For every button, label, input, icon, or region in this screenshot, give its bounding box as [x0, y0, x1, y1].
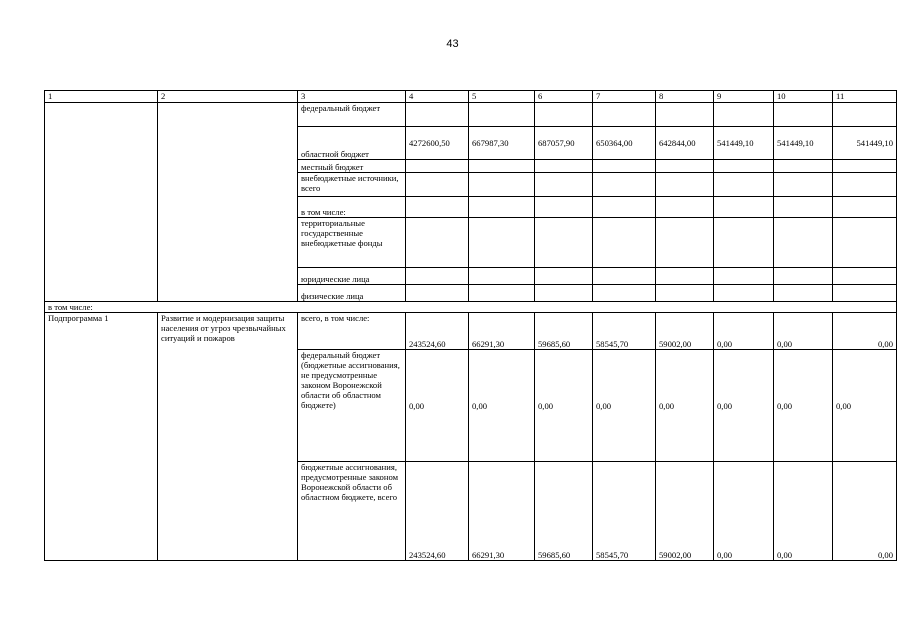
value-cell: 650364,00 [593, 127, 656, 160]
value-cell: 0,00 [535, 350, 593, 462]
header-cell: 8 [656, 91, 714, 103]
budget-table [44, 90, 897, 561]
value-cell: 0,00 [833, 313, 897, 350]
value-cell: 0,00 [406, 350, 469, 462]
section-row [45, 302, 897, 313]
value-cell: 0,00 [774, 313, 833, 350]
value-cell: 0,00 [714, 462, 774, 561]
row-federal [45, 103, 897, 127]
row-label: областной бюджет [298, 127, 406, 160]
row-label: территориальные государственные внебюджетные фонды [298, 218, 406, 268]
value-cell: 0,00 [593, 350, 656, 462]
value-cell: 66291,30 [469, 462, 535, 561]
header-cell: 2 [158, 91, 298, 103]
row-label: в том числе: [298, 197, 406, 218]
value-cell: 243524,60 [406, 462, 469, 561]
value-cell: 0,00 [656, 350, 714, 462]
value-cell: 0,00 [714, 313, 774, 350]
row-label: бюджетные ассигнования, предусмотренные законом Воронежской области об областном бюджете, всего [298, 462, 406, 561]
header-cell: 7 [593, 91, 656, 103]
subprogram-title: Развитие и модернизация защиты населения от угроз чрезвычайных ситуаций и пожаров [158, 313, 298, 561]
value-cell: 58545,70 [593, 313, 656, 350]
value-cell: 0,00 [714, 350, 774, 462]
header-cell: 1 [45, 91, 158, 103]
row-label: федеральный бюджет (бюджетные ассигнования, не предусмотренные законом Воронежской области об областном бюджете) [298, 350, 406, 462]
header-cell: 5 [469, 91, 535, 103]
row-label: федеральный бюджет [298, 103, 406, 127]
value-cell: 541449,10 [774, 127, 833, 160]
empty-cell [45, 103, 158, 302]
value-cell: 541449,10 [833, 127, 897, 160]
row-label: всего, в том числе: [298, 313, 406, 350]
row-label: внебюджетные источники, всего [298, 173, 406, 197]
value-cell: 642844,00 [656, 127, 714, 160]
header-row [45, 91, 897, 103]
value-cell: 687057,90 [535, 127, 593, 160]
subprogram-name: Подпрограмма 1 [45, 313, 158, 561]
row-label: юридические лица [298, 268, 406, 285]
value-cell: 0,00 [833, 350, 897, 462]
value-cell: 0,00 [833, 462, 897, 561]
value-cell: 59002,00 [656, 462, 714, 561]
empty-cell [158, 103, 298, 302]
row-label: местный бюджет [298, 160, 406, 173]
value-cell: 4272600,50 [406, 127, 469, 160]
value-cell: 0,00 [469, 350, 535, 462]
value-cell: 541449,10 [714, 127, 774, 160]
section-label: в том числе: [45, 302, 897, 313]
header-cell: 9 [714, 91, 774, 103]
value-cell: 0,00 [774, 462, 833, 561]
value-cell: 59685,60 [535, 462, 593, 561]
value-cell: 59002,00 [656, 313, 714, 350]
value-cell: 667987,30 [469, 127, 535, 160]
value-cell: 59685,60 [535, 313, 593, 350]
subprogram-total-row [45, 313, 897, 350]
header-cell: 4 [406, 91, 469, 103]
value-cell: 58545,70 [593, 462, 656, 561]
value-cell: 0,00 [774, 350, 833, 462]
header-cell: 3 [298, 91, 406, 103]
header-cell: 6 [535, 91, 593, 103]
value-cell: 243524,60 [406, 313, 469, 350]
header-cell: 11 [833, 91, 897, 103]
value-cell: 66291,30 [469, 313, 535, 350]
header-cell: 10 [774, 91, 833, 103]
row-label: физические лица [298, 285, 406, 302]
page-number: 43 [446, 38, 459, 50]
